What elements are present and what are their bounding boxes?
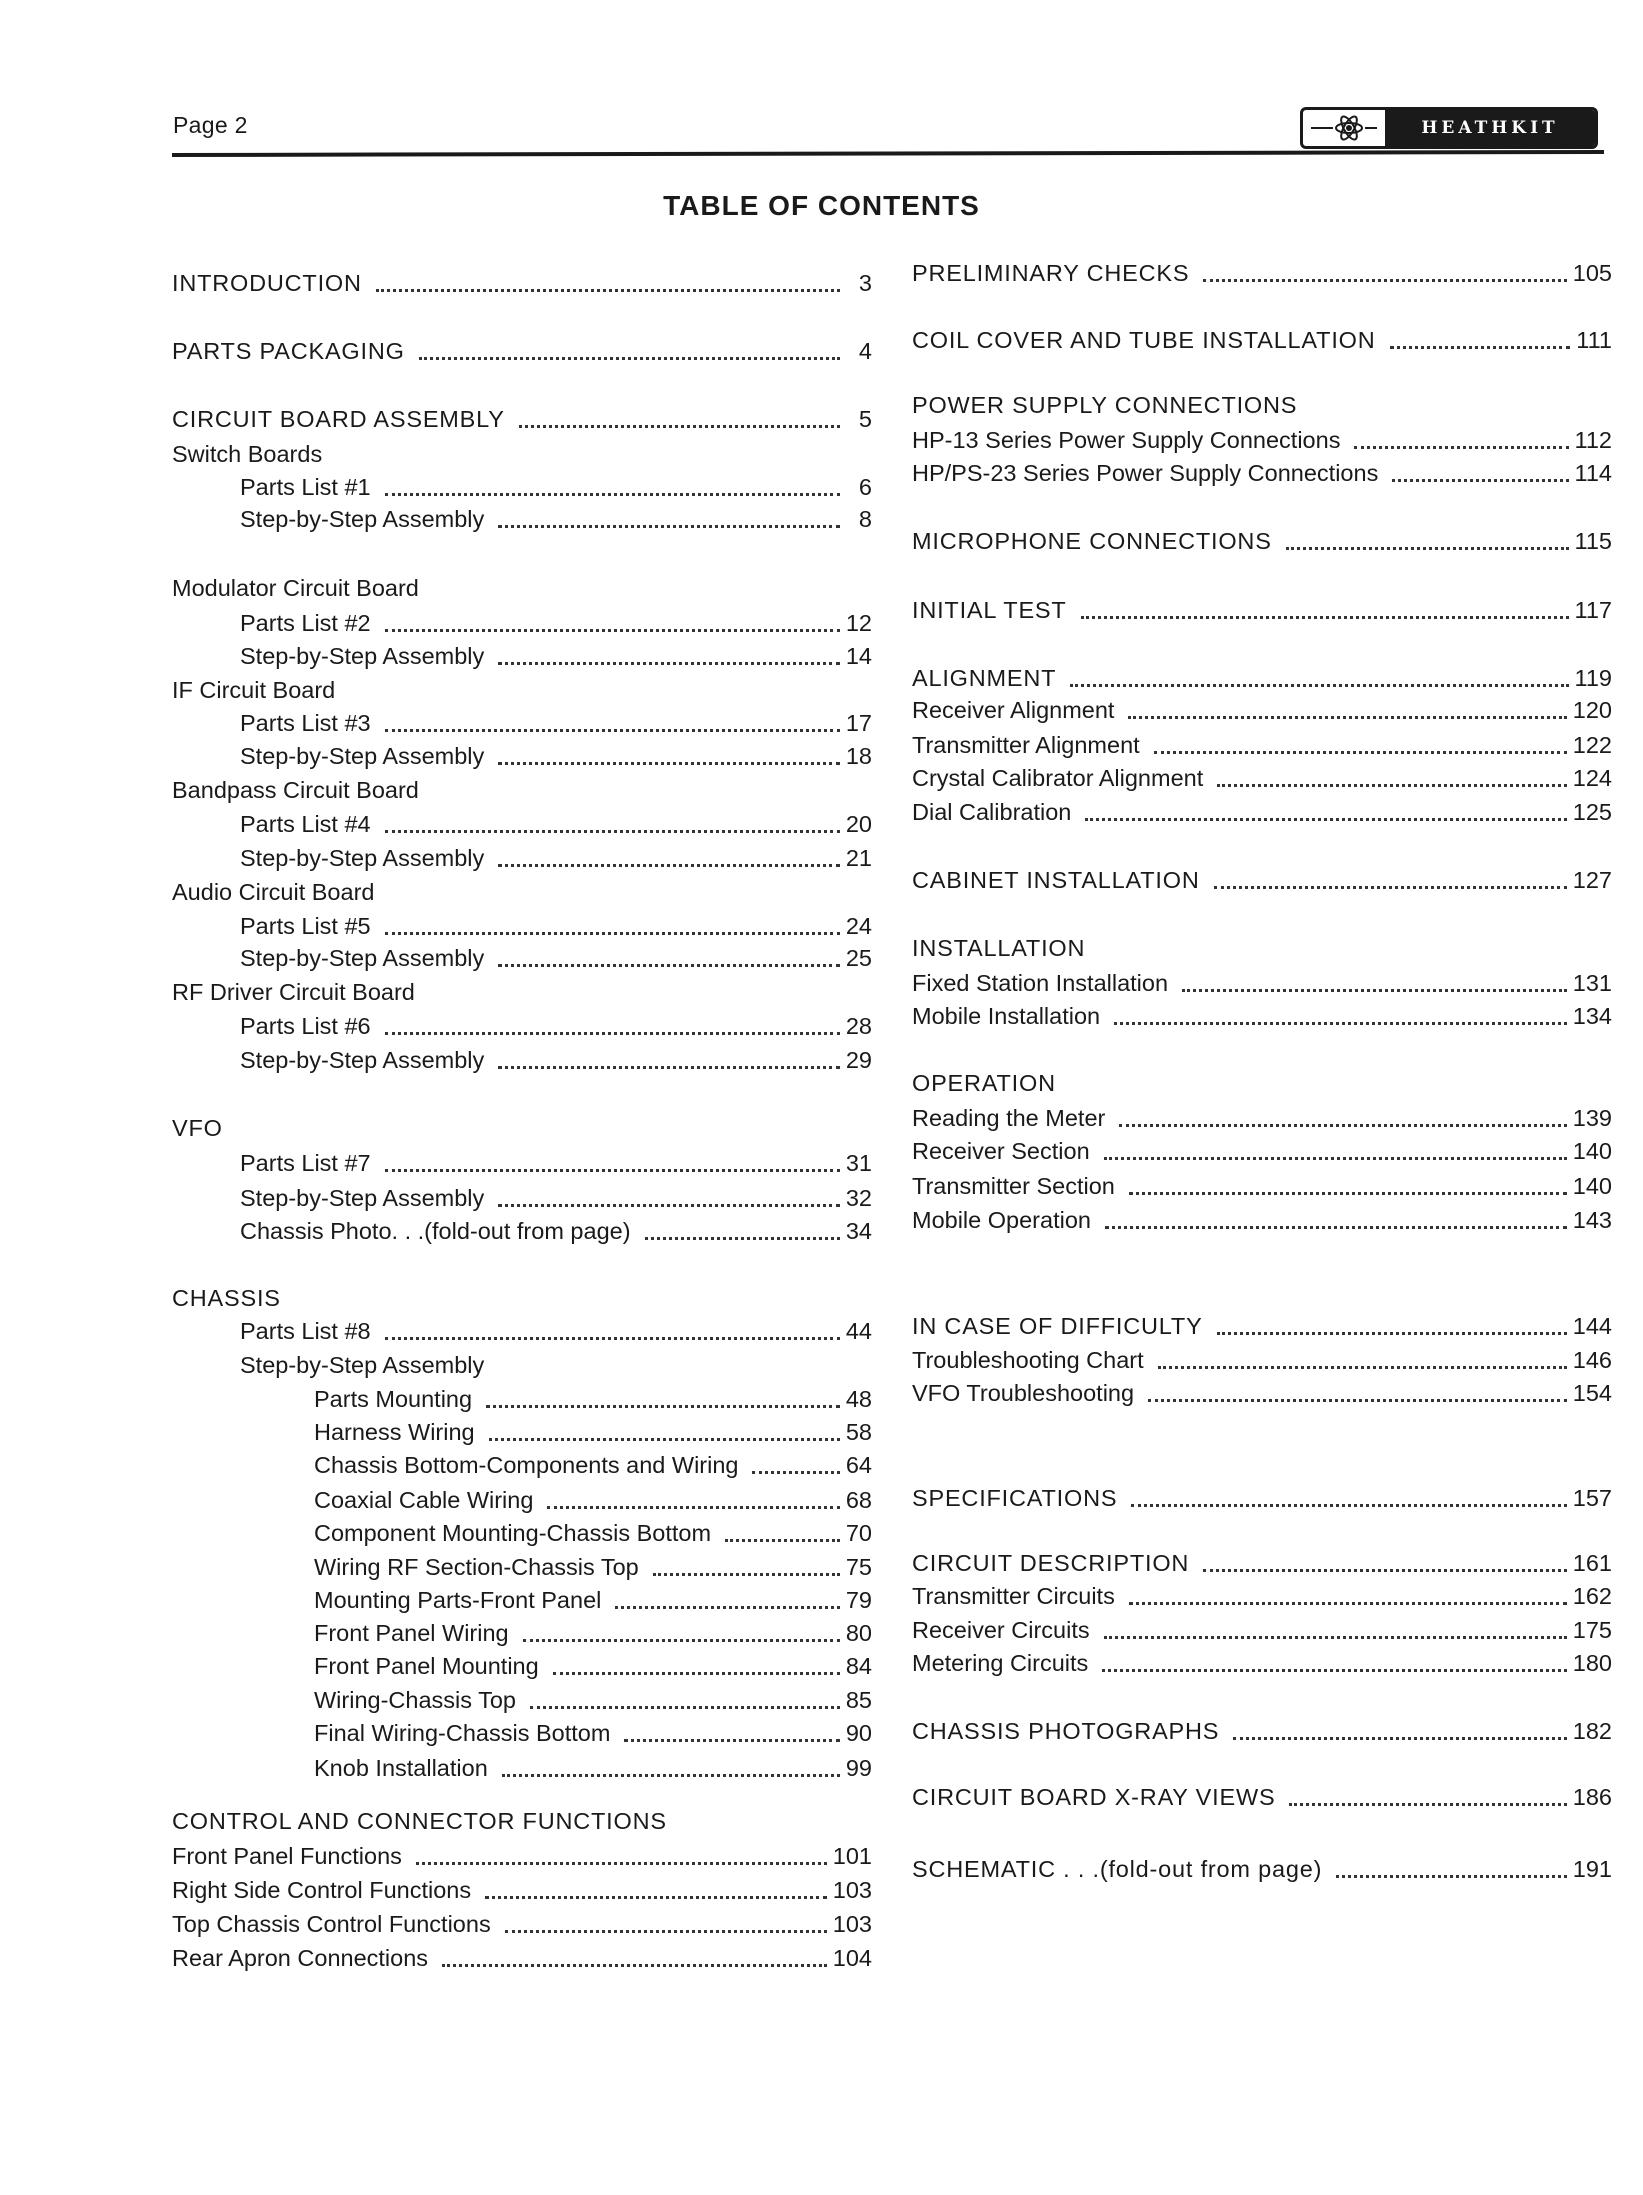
entry-title: Parts List #7 [240, 1150, 371, 1176]
entry-title: Parts List #8 [240, 1318, 371, 1344]
entry-title: COIL COVER AND TUBE INSTALLATION [912, 327, 1376, 353]
toc-right-entry [912, 1716, 1612, 1746]
entry-page-number: 34 [845, 1218, 872, 1244]
toc-right-entry [912, 595, 1612, 625]
toc-left-entry [240, 608, 872, 638]
dot-leader [498, 762, 840, 765]
entry-page-number: 103 [832, 1877, 872, 1903]
dot-leader [498, 1066, 840, 1069]
entry-title: Parts List #3 [240, 710, 371, 736]
entry-title: Parts List #2 [240, 610, 371, 636]
entry-title: ALIGNMENT [912, 665, 1057, 691]
dot-leader [1390, 346, 1571, 349]
toc-right-entry [912, 1483, 1612, 1513]
dot-leader [624, 1739, 839, 1742]
entry-title: Right Side Control Functions [172, 1877, 472, 1903]
entry-title: Switch Boards [172, 441, 323, 467]
toc-left-entry [172, 1943, 872, 1973]
entry-title: Rear Apron Connections [172, 1945, 429, 1971]
toc-left-entry [240, 1011, 872, 1041]
entry-title: SPECIFICATIONS [912, 1485, 1118, 1511]
entry-page-number: 157 [1572, 1485, 1612, 1511]
toc-left-entry [240, 1183, 872, 1213]
toc-left-entry [240, 843, 872, 873]
entry-title: CHASSIS [172, 1285, 281, 1311]
toc-left-entry [314, 1485, 872, 1515]
dot-leader [385, 1169, 840, 1172]
entry-title: Mobile Operation [912, 1207, 1091, 1233]
entry-page-number: 182 [1572, 1718, 1612, 1744]
toc-right-entry [912, 1171, 1612, 1201]
toc-left-entry [240, 911, 872, 941]
dot-leader [1128, 716, 1566, 719]
atom-icon [1303, 110, 1385, 146]
toc-left-entry [240, 1045, 872, 1075]
entry-title: CIRCUIT DESCRIPTION [912, 1550, 1190, 1576]
toc-right-entry [912, 1068, 1612, 1098]
entry-title: CONTROL AND CONNECTOR FUNCTIONS [172, 1808, 667, 1834]
entry-page-number: 104 [832, 1945, 872, 1971]
entry-page-number: 48 [845, 1386, 872, 1412]
dot-leader [376, 289, 840, 292]
entry-page-number: 58 [845, 1419, 872, 1445]
dot-leader [498, 964, 840, 967]
toc-right-entry [912, 1854, 1612, 1884]
dot-leader [1104, 1157, 1567, 1160]
entry-title: Mounting Parts-Front Panel [314, 1587, 602, 1613]
entry-title: PARTS PACKAGING [172, 338, 405, 364]
entry-page-number: 25 [845, 945, 872, 971]
entry-title: Knob Installation [314, 1755, 488, 1781]
toc-left-entry [172, 877, 872, 907]
dot-leader [442, 1964, 827, 1967]
dot-leader [1289, 1803, 1566, 1806]
toc-right-entry [912, 763, 1612, 793]
entry-page-number: 131 [1572, 970, 1612, 996]
toc-left-entry [314, 1518, 872, 1548]
entry-page-number: 21 [845, 845, 872, 871]
dot-leader [385, 932, 840, 935]
toc-left-entry [172, 675, 872, 705]
entry-page-number: 70 [845, 1520, 872, 1546]
entry-page-number: 112 [1574, 427, 1612, 453]
entry-title: Step-by-Step Assembly [240, 945, 485, 971]
heathkit-logo [1300, 107, 1598, 149]
dot-leader [1129, 1192, 1567, 1195]
entry-title: CIRCUIT BOARD X-RAY VIEWS [912, 1784, 1276, 1810]
toc-right-entry [912, 1001, 1612, 1031]
toc-left-entry [314, 1552, 872, 1582]
dot-leader [385, 830, 840, 833]
entry-title: Audio Circuit Board [172, 879, 375, 905]
toc-right-entry [912, 865, 1612, 895]
entry-title: Step-by-Step Assembly [240, 743, 485, 769]
dot-leader [1081, 616, 1569, 619]
entry-page-number: 115 [1574, 528, 1612, 554]
dot-leader [498, 662, 840, 665]
toc-right-entry [912, 695, 1612, 725]
dot-leader [385, 629, 840, 632]
entry-page-number: 103 [832, 1911, 872, 1937]
toc-right-entry [912, 1103, 1612, 1133]
entry-page-number: 140 [1572, 1138, 1612, 1164]
entry-title: Front Panel Wiring [314, 1620, 509, 1646]
toc-left-entry [240, 504, 872, 534]
toc-right-entry [912, 797, 1612, 827]
toc-left-entry [314, 1384, 872, 1414]
entry-page-number: 75 [845, 1554, 872, 1580]
entry-title: Transmitter Alignment [912, 732, 1140, 758]
entry-page-number: 186 [1572, 1784, 1612, 1810]
toc-right-entry [912, 1548, 1612, 1578]
entry-title: Step-by-Step Assembly [240, 1185, 485, 1211]
dot-leader [1233, 1737, 1567, 1740]
dot-leader [1154, 751, 1567, 754]
entry-title: Front Panel Functions [172, 1843, 402, 1869]
entry-title: Top Chassis Control Functions [172, 1911, 491, 1937]
toc-left-entry [314, 1585, 872, 1615]
toc-left-entry [172, 1841, 872, 1871]
toc-right-entry [912, 1345, 1612, 1375]
toc-left-entry [172, 439, 872, 469]
dot-leader [498, 1204, 840, 1207]
entry-page-number: 175 [1572, 1617, 1612, 1643]
entry-title: Harness Wiring [314, 1419, 475, 1445]
toc-right-entry [912, 663, 1612, 693]
dot-leader [385, 1032, 840, 1035]
header-rule [172, 150, 1604, 157]
entry-page-number: 79 [845, 1587, 872, 1613]
entry-page-number: 122 [1572, 732, 1612, 758]
page-number: Page 2 [173, 112, 248, 138]
dot-leader [1214, 886, 1567, 889]
entry-title: Receiver Section [912, 1138, 1090, 1164]
toc-left-entry [172, 1283, 872, 1313]
entry-page-number: 162 [1572, 1583, 1612, 1609]
entry-title: Parts List #1 [240, 474, 371, 500]
dot-leader [1131, 1504, 1566, 1507]
entry-title: HP/PS-23 Series Power Supply Connections [912, 460, 1379, 486]
entry-title: Metering Circuits [912, 1650, 1089, 1676]
dot-leader [1070, 684, 1568, 687]
entry-title: Parts Mounting [314, 1386, 473, 1412]
entry-page-number: 24 [845, 913, 872, 939]
dot-leader [498, 864, 840, 867]
toc-right-entry [912, 1136, 1612, 1166]
entry-title: Front Panel Mounting [314, 1653, 539, 1679]
toc-left-entry [314, 1685, 872, 1715]
entry-title: Step-by-Step Assembly [240, 1352, 485, 1378]
entry-title: Modulator Circuit Board [172, 575, 419, 601]
toc-right-entry [912, 968, 1612, 998]
entry-page-number: 180 [1572, 1650, 1612, 1676]
dot-leader [1217, 784, 1567, 787]
toc-right-entry [912, 526, 1612, 556]
entry-title: Bandpass Circuit Board [172, 777, 419, 803]
dot-leader [1286, 547, 1569, 550]
dot-leader [519, 425, 840, 428]
dot-leader [385, 1337, 840, 1340]
toc-left-entry [172, 775, 872, 805]
toc-right-entry [912, 258, 1612, 288]
dot-leader [489, 1438, 840, 1441]
entry-title: Parts List #5 [240, 913, 371, 939]
dot-leader [505, 1930, 827, 1933]
toc-right-entry [912, 730, 1612, 760]
entry-title: Parts List #6 [240, 1013, 371, 1039]
dot-leader [653, 1573, 840, 1576]
toc-right-entry [912, 390, 1612, 420]
entry-page-number: 90 [845, 1720, 872, 1746]
toc-right-entry [912, 1378, 1612, 1408]
dot-leader [1129, 1602, 1567, 1605]
toc-left-entry [240, 809, 872, 839]
entry-title: INSTALLATION [912, 935, 1086, 961]
toc-left-entry [172, 336, 872, 366]
toc-right-entry [912, 1782, 1612, 1812]
entry-page-number: 134 [1572, 1003, 1612, 1029]
entry-page-number: 5 [858, 406, 872, 432]
toc-right-entry [912, 933, 1612, 963]
entry-page-number: 144 [1572, 1313, 1612, 1339]
dot-leader [1203, 1569, 1567, 1572]
toc-left-entry [172, 573, 872, 603]
toc-left-entry [172, 1875, 872, 1905]
dot-leader [486, 1405, 840, 1408]
dot-leader [1203, 279, 1566, 282]
dot-leader [1119, 1124, 1566, 1127]
toc-left-entry [240, 1148, 872, 1178]
dot-leader [1217, 1332, 1567, 1335]
entry-page-number: 119 [1574, 665, 1612, 691]
entry-page-number: 68 [845, 1487, 872, 1513]
dot-leader [547, 1506, 839, 1509]
entry-title: Wiring RF Section-Chassis Top [314, 1554, 639, 1580]
dot-leader [1104, 1636, 1567, 1639]
entry-title: Fixed Station Installation [912, 970, 1169, 996]
entry-title: HP-13 Series Power Supply Connections [912, 427, 1341, 453]
toc-right-entry [912, 1615, 1612, 1645]
entry-page-number: 143 [1572, 1207, 1612, 1233]
toc-left-entry [240, 708, 872, 738]
dot-leader [416, 1862, 827, 1865]
toc-right-entry [912, 425, 1612, 455]
toc-left-entry [314, 1450, 872, 1480]
entry-title: Mobile Installation [912, 1003, 1101, 1029]
entry-page-number: 28 [845, 1013, 872, 1039]
entry-title: MICROPHONE CONNECTIONS [912, 528, 1272, 554]
entry-page-number: 18 [845, 743, 872, 769]
entry-title: OPERATION [912, 1070, 1056, 1096]
entry-page-number: 124 [1572, 765, 1612, 791]
entry-page-number: 12 [845, 610, 872, 636]
entry-title: INITIAL TEST [912, 597, 1067, 623]
entry-page-number: 114 [1574, 460, 1612, 486]
dot-leader [725, 1539, 840, 1542]
toc-right-entry [912, 458, 1612, 488]
entry-title: VFO Troubleshooting [912, 1380, 1135, 1406]
dot-leader [385, 493, 840, 496]
dot-leader [1102, 1669, 1566, 1672]
toc-right-entry [912, 1648, 1612, 1678]
dot-leader [1105, 1226, 1567, 1229]
entry-title: Transmitter Section [912, 1173, 1115, 1199]
entry-page-number: 20 [845, 811, 872, 837]
dot-leader [645, 1237, 840, 1240]
entry-title: IN CASE OF DIFFICULTY [912, 1313, 1203, 1339]
dot-leader [1085, 818, 1566, 821]
entry-title: Step-by-Step Assembly [240, 1047, 485, 1073]
entry-page-number: 101 [832, 1843, 872, 1869]
dot-leader [385, 729, 840, 732]
entry-title: CIRCUIT BOARD ASSEMBLY [172, 406, 505, 432]
dot-leader [530, 1706, 840, 1709]
dot-leader [553, 1672, 840, 1675]
entry-page-number: 154 [1572, 1380, 1612, 1406]
entry-page-number: 80 [845, 1620, 872, 1646]
toc-left-entry [240, 1350, 872, 1380]
toc-left-entry [314, 1618, 872, 1648]
entry-title: POWER SUPPLY CONNECTIONS [912, 392, 1298, 418]
entry-page-number: 4 [858, 338, 872, 364]
entry-page-number: 17 [845, 710, 872, 736]
toc-left-entry [172, 404, 872, 434]
entry-title: Final Wiring-Chassis Bottom [314, 1720, 611, 1746]
toc-right-entry [912, 325, 1612, 355]
toc-left-entry [172, 1806, 872, 1836]
entry-title: IF Circuit Board [172, 677, 336, 703]
entry-page-number: 140 [1572, 1173, 1612, 1199]
toc-left-entry [172, 977, 872, 1007]
dot-leader [1392, 479, 1568, 482]
entry-page-number: 191 [1572, 1856, 1612, 1882]
toc-left-entry [240, 1216, 872, 1246]
entry-title: VFO [172, 1115, 223, 1141]
entry-page-number: 44 [845, 1318, 872, 1344]
entry-title: SCHEMATIC . . .(fold-out from page) [912, 1856, 1323, 1882]
dot-leader [419, 357, 840, 360]
entry-title: Dial Calibration [912, 799, 1072, 825]
entry-title: Component Mounting-Chassis Bottom [314, 1520, 712, 1546]
entry-title: RF Driver Circuit Board [172, 979, 415, 1005]
entry-title: PRELIMINARY CHECKS [912, 260, 1190, 286]
entry-page-number: 105 [1572, 260, 1612, 286]
entry-page-number: 146 [1572, 1347, 1612, 1373]
entry-title: Chassis Bottom-Components and Wiring [314, 1452, 739, 1478]
dot-leader [1148, 1399, 1567, 1402]
toc-left-entry [240, 641, 872, 671]
entry-title: Step-by-Step Assembly [240, 643, 485, 669]
entry-title: Wiring-Chassis Top [314, 1687, 516, 1713]
entry-title: Chassis Photo. . .(fold-out from page) [240, 1218, 631, 1244]
toc-left-entry [172, 1113, 872, 1143]
toc-left-entry [314, 1753, 872, 1783]
entry-page-number: 125 [1572, 799, 1612, 825]
entry-page-number: 6 [858, 474, 872, 500]
dot-leader [1114, 1022, 1567, 1025]
dot-leader [523, 1639, 840, 1642]
entry-page-number: 84 [845, 1653, 872, 1679]
dot-leader [1182, 989, 1567, 992]
toc-right-entry [912, 1311, 1612, 1341]
dot-leader [485, 1896, 827, 1899]
entry-page-number: 32 [845, 1185, 872, 1211]
dot-leader [1336, 1875, 1567, 1878]
entry-page-number: 117 [1574, 597, 1612, 623]
entry-title: Troubleshooting Chart [912, 1347, 1144, 1373]
toc-left-entry [240, 943, 872, 973]
dot-leader [1158, 1366, 1567, 1369]
toc-left-entry [172, 268, 872, 298]
dot-leader [752, 1471, 839, 1474]
entry-title: Transmitter Circuits [912, 1583, 1115, 1609]
entry-page-number: 64 [845, 1452, 872, 1478]
toc-left-entry [240, 741, 872, 771]
entry-page-number: 3 [858, 270, 872, 296]
entry-title: Step-by-Step Assembly [240, 845, 485, 871]
page-title: TABLE OF CONTENTS [663, 190, 980, 221]
toc-left-entry [240, 1316, 872, 1346]
entry-title: Reading the Meter [912, 1105, 1106, 1131]
entry-page-number: 85 [845, 1687, 872, 1713]
dot-leader [615, 1606, 840, 1609]
entry-page-number: 127 [1572, 867, 1612, 893]
dot-leader [502, 1774, 840, 1777]
toc-left-entry [314, 1417, 872, 1447]
logo-wordmark: HEATHKIT [1385, 110, 1595, 146]
entry-title: Step-by-Step Assembly [240, 506, 485, 532]
entry-page-number: 8 [858, 506, 872, 532]
toc-left-entry [314, 1718, 872, 1748]
toc-left-entry [314, 1651, 872, 1681]
entry-title: Parts List #4 [240, 811, 371, 837]
entry-page-number: 161 [1572, 1550, 1612, 1576]
entry-page-number: 120 [1572, 697, 1612, 723]
entry-title: CHASSIS PHOTOGRAPHS [912, 1718, 1220, 1744]
entry-page-number: 139 [1572, 1105, 1612, 1131]
toc-left-entry [172, 1909, 872, 1939]
entry-page-number: 31 [845, 1150, 872, 1176]
toc-right-entry [912, 1205, 1612, 1235]
entry-title: Receiver Alignment [912, 697, 1115, 723]
entry-page-number: 111 [1576, 327, 1612, 353]
entry-title: CABINET INSTALLATION [912, 867, 1200, 893]
entry-title: INTRODUCTION [172, 270, 362, 296]
entry-title: Receiver Circuits [912, 1617, 1090, 1643]
toc-left-entry [240, 472, 872, 502]
entry-page-number: 99 [845, 1755, 872, 1781]
entry-page-number: 14 [845, 643, 872, 669]
entry-page-number: 29 [845, 1047, 872, 1073]
dot-leader [1354, 446, 1568, 449]
entry-title: Crystal Calibrator Alignment [912, 765, 1204, 791]
dot-leader [498, 525, 840, 528]
entry-title: Coaxial Cable Wiring [314, 1487, 534, 1513]
toc-right-entry [912, 1581, 1612, 1611]
